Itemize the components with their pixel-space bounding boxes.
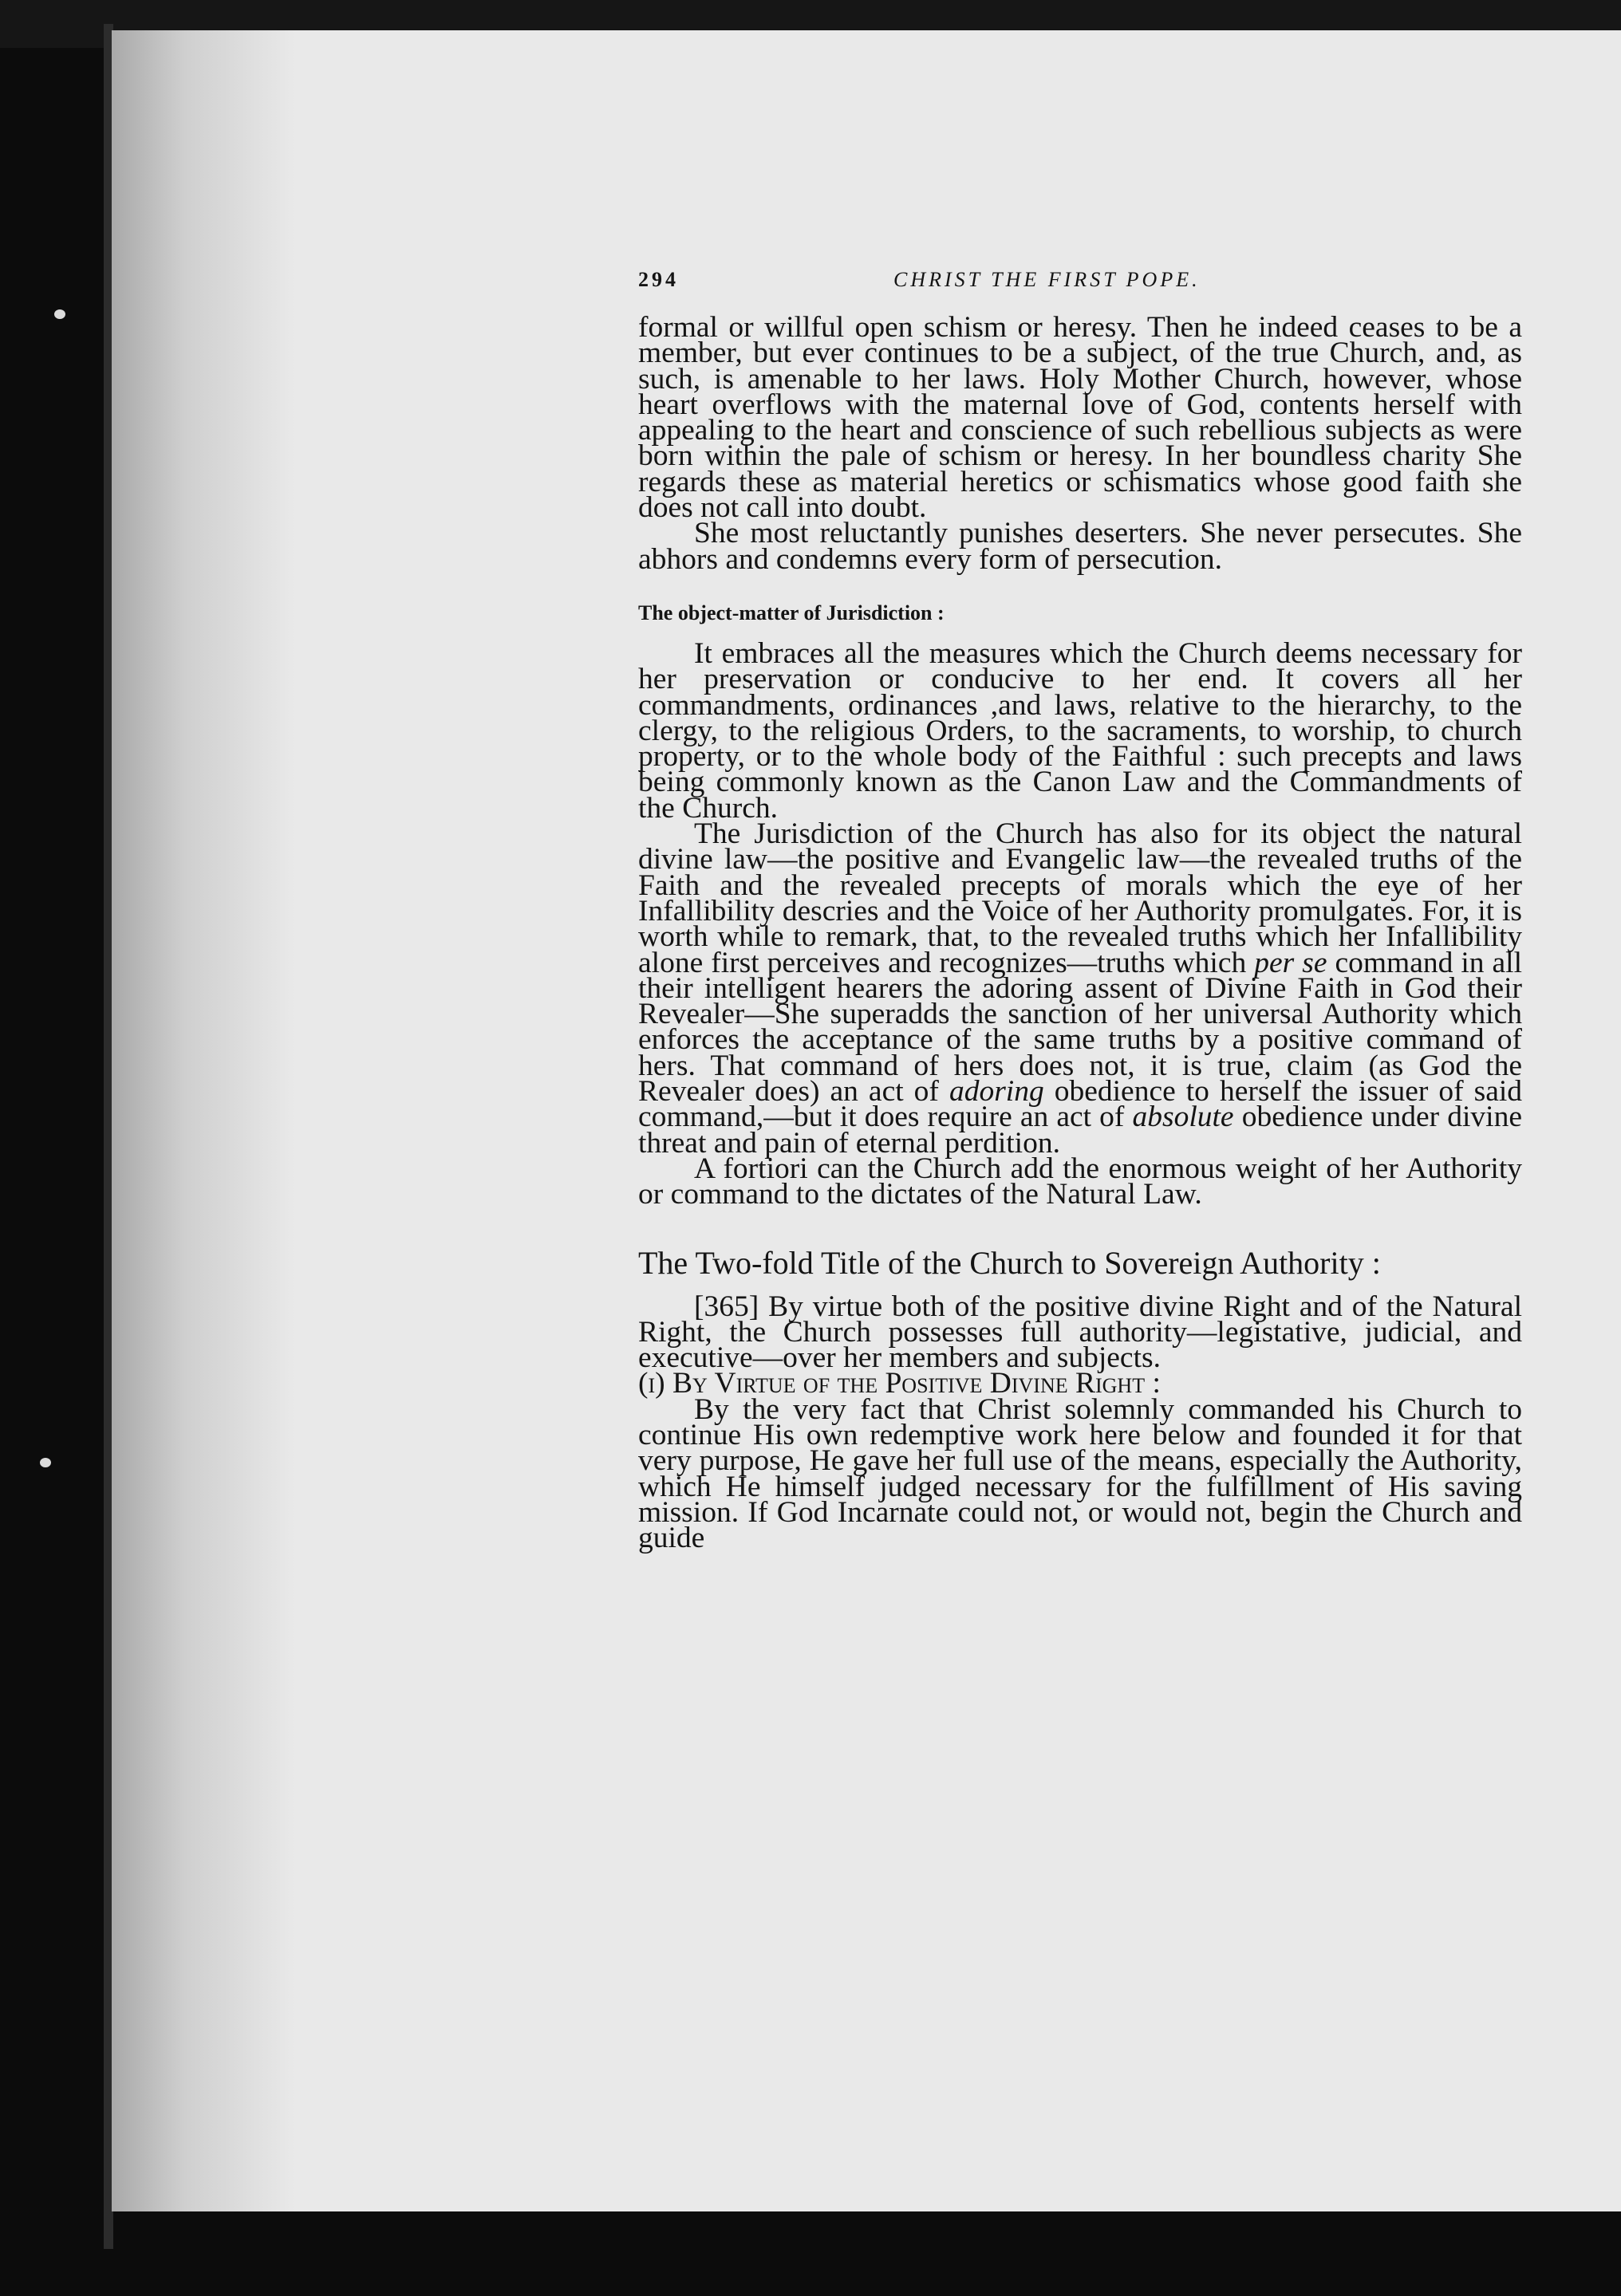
paragraph xyxy=(638,817,1523,1160)
emphasis: absolute xyxy=(1132,1101,1234,1134)
paragraph: formal or willful open schism or heresy. Then he indeed ceases to be a member, but ever continues to be a subject, of the true Church, and, as such, is amenable to her laws. Holy Mother Church, however, whose heart overflows with the maternal love of God, contents herself with appealing to the heart and conscience of such rebellious subjects as were born within the pale of schism or heresy. In her boundless charity She regards these as material heretics or schismatics whose good faith she does not call into doubt. xyxy=(638,311,1522,525)
text-run: The Jurisdiction of the Church has also for its object the natural divine law—the positive and Evangelic law—the revealed truths of the Faith and the revealed precepts of morals which the eye of her Infallibility descries and the Voice of her Authority promulgates. For, it is worth while to remark, that, to the revealed truths which her Infallibility alone first perceives and recognizes—truths which xyxy=(638,817,1522,979)
subheading: The object-matter of Jurisdiction : xyxy=(638,601,945,624)
paragraph: By the very fact that Christ solemnly commanded his Church to continue His own redemptive work here below and founded it for that very purpose, He gave her full use of the means, especially the Authority, which He himself judged necessary for the fulfillment of His saving mission. If God Incarnate could not, or would not, begin the Church and guide xyxy=(638,1392,1522,1555)
paragraph: It embraces all the measures which the Church deems necessary for her preservation or conducive to her end. It covers all her commandments, ordinances ,and laws, relative to the hierarchy, to the clergy, to the religious Orders, to the sacraments, to worship, to church property, or to the whole body of the Faithful : such precepts and laws being commonly known as the Canon Law and the Commandments of the Church. xyxy=(638,636,1522,825)
running-title: CHRIST THE FIRST POPE. xyxy=(893,268,1201,291)
scan-speck xyxy=(40,1458,51,1467)
section-heading: The Two-fold Title of the Church to Sovereign Authority : xyxy=(638,1244,1381,1281)
emphasis: per se xyxy=(1254,946,1327,979)
page-text xyxy=(638,267,1523,1555)
paragraph: She most reluctantly punishes deserters. She never persecutes. She abhors and condemns every form of persecution. xyxy=(638,517,1522,576)
scan-speck xyxy=(54,309,65,319)
text-run: obedience under divine threat and pain of eternal perdition. xyxy=(638,1101,1523,1160)
emphasis: adoring xyxy=(949,1075,1044,1109)
page-gutter-shadow xyxy=(112,30,295,2211)
paragraph: A fortiori can the Church add the enormous weight of her Authority or command to the dictates of the Natural Law. xyxy=(638,1152,1522,1211)
page-number: 294 xyxy=(638,268,679,291)
numbered-heading: (i) By Virtue of the Positive Divine Right : xyxy=(638,1367,1161,1400)
running-head xyxy=(638,267,1522,315)
text-run: obedience to herself the issuer of said command,—but it does require an act of xyxy=(638,1075,1523,1134)
text-run: command in all their intelligent hearers the adoring assent of Divine Faith in God their Revealer—She superadds the sanction of her universal Authority which enforces the acceptance of the same truths by a positive command of hers. That command of hers does not, it is true, claim (as God the Revealer does) an act of xyxy=(638,946,1522,1109)
paragraph: [365] By virtue both of the positive divine Right and of the Natural Right, the Church possesses full authority—legistative, judicial, and executive—over her members and subjects. xyxy=(638,1290,1522,1375)
